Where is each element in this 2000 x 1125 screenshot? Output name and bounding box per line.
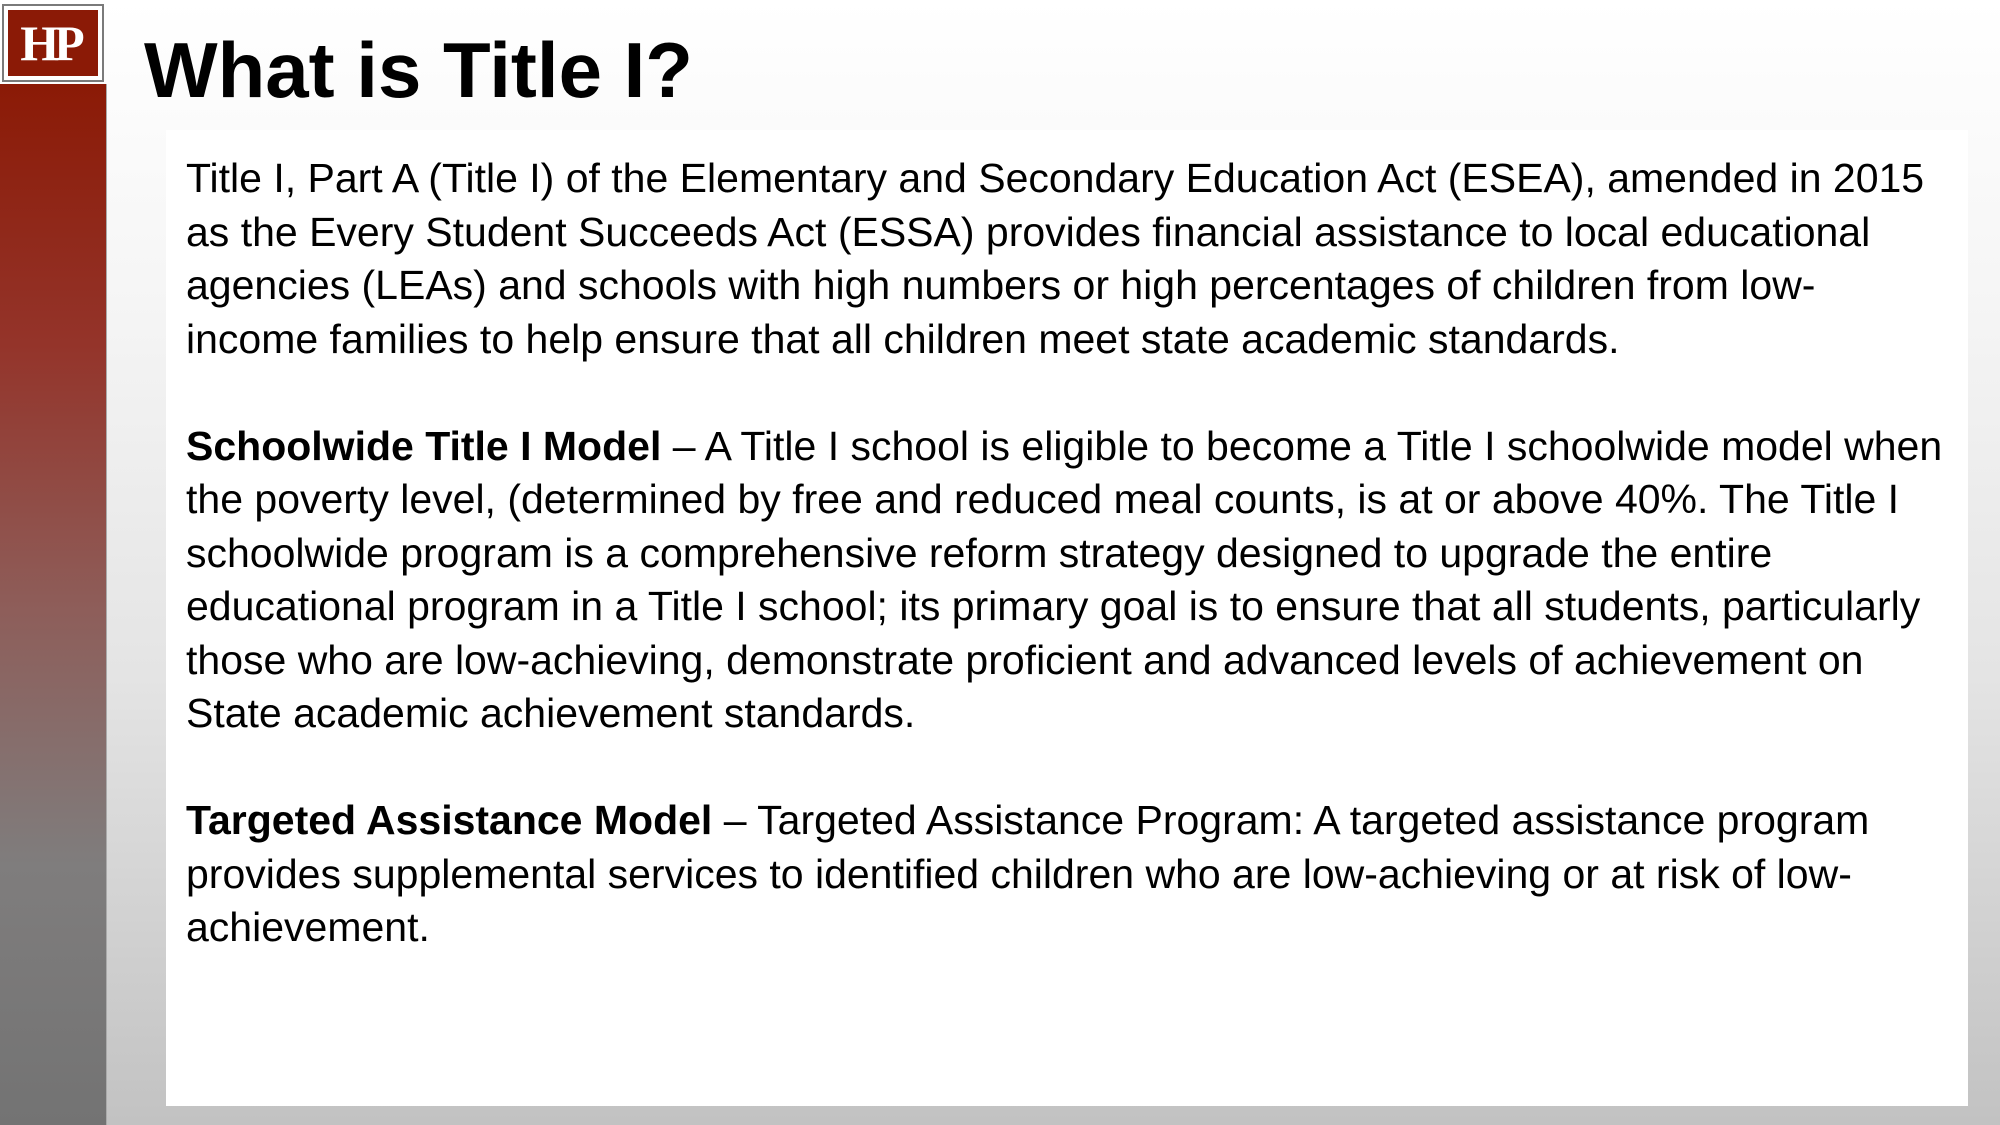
- targeted-heading: Targeted Assistance Model: [186, 797, 713, 843]
- hp-logo: [2, 4, 104, 82]
- targeted-text: – Targeted Assistance Program: A targeted assistance program provides supplemental services to identified children who are low-achieving or at risk of low- achievement.: [186, 797, 1870, 950]
- left-accent-bar: [0, 84, 107, 1125]
- content-panel: [166, 130, 1968, 1106]
- targeted-paragraph: [186, 794, 1944, 955]
- schoolwide-heading: Schoolwide Title I Model: [186, 422, 662, 469]
- logo-background: [8, 10, 98, 76]
- logo-text: HP: [20, 15, 80, 71]
- schoolwide-paragraph: [186, 420, 1944, 741]
- page-title: What is Title I?: [144, 26, 693, 114]
- schoolwide-text: – A Title I school is eligible to become a Title I schoolwide model when the poverty level, (determined by free and reduced meal counts, is at or above 40%. The Title I schoolwide program is a comprehensive reform strategy designed to upgrade the entire educational program in a Title I school; its primary goal is to ensure that all students, particularly those who are low-achieving, demonstrate proficient and advanced levels of achievement on State academic achievement standards.: [186, 422, 1943, 736]
- intro-paragraph: Title I, Part A (Title I) of the Elementary and Secondary Education Act (ESEA), amended in 2015 as the Every Student Succeeds Act (ESSA) provides financial assistance to local educational agencies (LEAs) and schools with high numbers or high percentages of children from low-income families to help ensure that all children meet state academic standards.: [186, 155, 1925, 362]
